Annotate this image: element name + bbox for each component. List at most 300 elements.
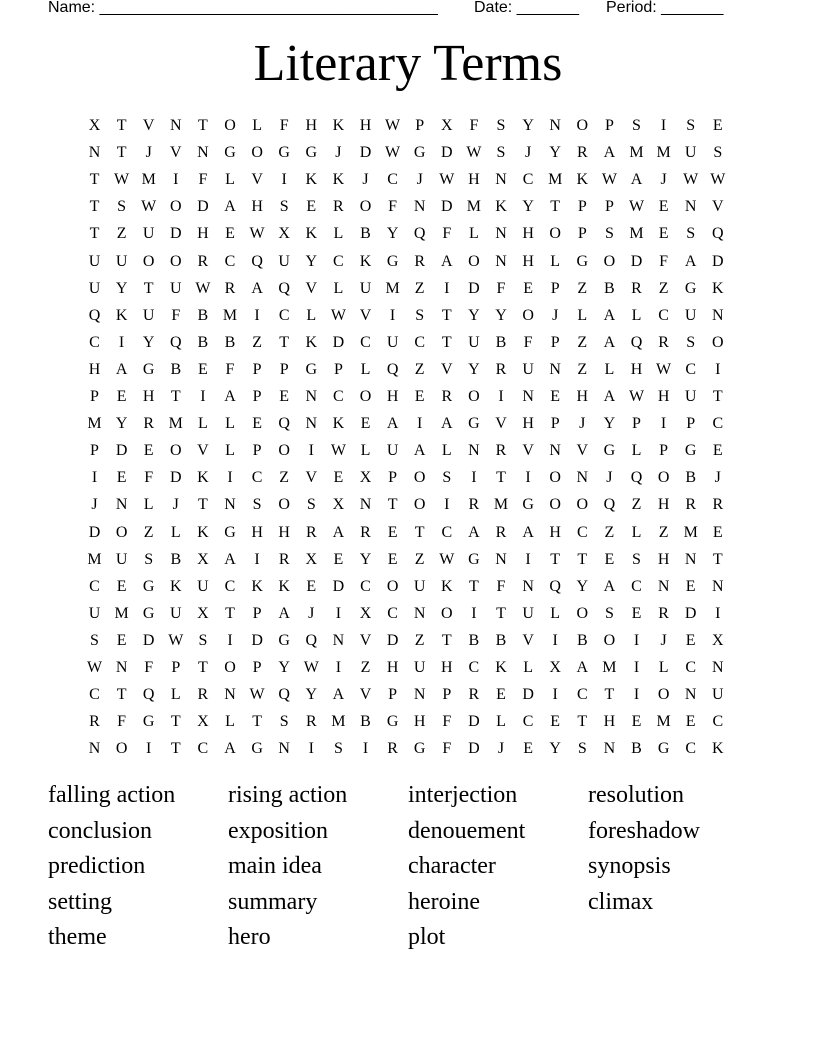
grid-letter[interactable]: Z — [658, 523, 669, 541]
grid-letter[interactable]: W — [710, 171, 726, 189]
grid-letter[interactable]: L — [333, 225, 344, 243]
grid-letter[interactable]: V — [359, 686, 372, 704]
grid-letter[interactable]: N — [332, 631, 345, 649]
grid-letter[interactable]: S — [198, 631, 208, 649]
grid-letter[interactable]: V — [305, 469, 318, 487]
grid-letter[interactable]: N — [359, 496, 372, 514]
grid-letter[interactable]: J — [552, 306, 559, 324]
grid-letter[interactable]: L — [550, 252, 561, 270]
grid-letter[interactable]: Z — [360, 659, 371, 676]
grid-letter[interactable]: A — [386, 415, 399, 433]
date-field-label[interactable]: Date: _______ — [474, 0, 579, 16]
grid-letter[interactable]: U — [88, 604, 101, 622]
grid-letter[interactable]: K — [305, 333, 318, 351]
grid-letter[interactable]: E — [198, 360, 208, 378]
grid-letter[interactable]: L — [252, 117, 262, 134]
grid-letter[interactable]: N — [522, 388, 534, 405]
grid-letter[interactable]: N — [413, 198, 426, 216]
grid-letter[interactable]: T — [89, 171, 100, 189]
grid-letter[interactable]: U — [142, 225, 155, 243]
grid-letter[interactable]: L — [170, 686, 181, 704]
grid-letter[interactable]: S — [632, 550, 641, 568]
grid-letter[interactable]: W — [114, 171, 130, 189]
grid-letter[interactable]: C — [333, 252, 344, 270]
grid-letter[interactable]: J — [335, 144, 342, 162]
grid-letter[interactable]: Z — [116, 225, 127, 243]
grid-letter[interactable]: D — [251, 631, 263, 649]
grid-letter[interactable]: N — [115, 659, 128, 676]
grid-letter[interactable]: J — [714, 469, 721, 487]
grid-letter[interactable]: Y — [386, 225, 399, 243]
grid-letter[interactable]: I — [227, 469, 233, 487]
grid-letter[interactable]: A — [522, 523, 534, 541]
grid-letter[interactable]: A — [576, 659, 589, 676]
grid-letter[interactable]: O — [386, 577, 399, 595]
grid-letter[interactable]: M — [656, 144, 671, 162]
grid-letter[interactable]: O — [468, 252, 480, 270]
grid-letter[interactable]: Z — [577, 333, 588, 351]
grid-letter[interactable]: H — [359, 117, 372, 134]
grid-letter[interactable]: N — [495, 550, 507, 568]
grid-letter[interactable]: W — [439, 171, 455, 189]
grid-letter[interactable]: V — [251, 171, 263, 189]
grid-letter[interactable]: W — [656, 360, 672, 378]
grid-letter[interactable]: R — [685, 496, 697, 514]
grid-letter[interactable]: E — [333, 550, 344, 568]
grid-letter[interactable]: V — [522, 631, 534, 649]
grid-letter[interactable]: Y — [305, 252, 318, 270]
grid-letter[interactable]: U — [170, 604, 182, 622]
grid-letter[interactable]: B — [576, 631, 588, 649]
grid-letter[interactable]: B — [495, 631, 507, 649]
grid-letter[interactable]: H — [88, 360, 101, 378]
grid-letter[interactable]: N — [603, 740, 616, 758]
grid-letter[interactable]: T — [89, 198, 100, 216]
grid-letter[interactable]: G — [657, 740, 670, 758]
grid-letter[interactable]: T — [441, 333, 452, 351]
grid-letter[interactable]: U — [684, 306, 697, 324]
grid-letter[interactable]: O — [576, 117, 589, 134]
grid-letter[interactable]: G — [386, 713, 399, 731]
grid-letter[interactable]: H — [305, 117, 318, 134]
grid-letter[interactable]: A — [332, 523, 345, 541]
grid-letter[interactable]: H — [386, 659, 399, 676]
grid-letter[interactable]: Z — [252, 333, 262, 351]
grid-letter[interactable]: F — [198, 171, 208, 189]
grid-letter[interactable]: D — [170, 225, 182, 243]
grid-letter[interactable]: Y — [549, 144, 561, 162]
grid-letter[interactable]: N — [495, 225, 507, 243]
grid-letter[interactable]: H — [251, 523, 263, 541]
grid-letter[interactable]: P — [659, 442, 669, 460]
grid-letter[interactable]: I — [552, 631, 558, 649]
grid-letter[interactable]: J — [606, 469, 613, 487]
grid-letter[interactable]: L — [225, 713, 235, 731]
grid-letter[interactable]: E — [225, 225, 235, 243]
grid-letter[interactable]: C — [468, 659, 480, 676]
grid-letter[interactable]: O — [712, 333, 724, 351]
grid-letter[interactable]: D — [332, 333, 345, 351]
grid-letter[interactable]: G — [142, 360, 155, 378]
grid-letter[interactable]: U — [522, 360, 534, 378]
grid-letter[interactable]: Y — [549, 740, 561, 758]
grid-letter[interactable]: L — [360, 360, 371, 378]
grid-letter[interactable]: T — [550, 550, 561, 568]
grid-letter[interactable]: W — [330, 442, 346, 460]
grid-letter[interactable]: R — [495, 360, 507, 378]
grid-letter[interactable]: R — [414, 252, 426, 270]
grid-letter[interactable]: P — [388, 686, 398, 704]
grid-letter[interactable]: U — [170, 279, 182, 297]
grid-letter[interactable]: C — [685, 740, 697, 758]
grid-letter[interactable]: N — [413, 686, 426, 704]
grid-letter[interactable]: M — [602, 659, 617, 676]
period-field-label[interactable]: Period: _______ — [606, 0, 724, 16]
grid-letter[interactable]: R — [658, 333, 669, 351]
grid-letter[interactable]: O — [251, 144, 263, 162]
grid-letter[interactable]: E — [523, 740, 533, 758]
grid-letter[interactable]: B — [224, 333, 236, 351]
grid-letter[interactable]: A — [468, 523, 480, 541]
grid-letter[interactable]: N — [413, 604, 426, 622]
grid-letter[interactable]: D — [197, 198, 209, 216]
grid-letter[interactable]: I — [525, 550, 531, 568]
grid-letter[interactable]: M — [87, 550, 102, 568]
grid-letter[interactable]: H — [657, 496, 670, 514]
grid-letter[interactable]: O — [576, 604, 589, 622]
grid-letter[interactable]: N — [576, 469, 589, 487]
grid-letter[interactable]: N — [468, 442, 480, 460]
grid-letter[interactable]: Q — [413, 225, 426, 243]
grid-letter[interactable]: O — [278, 496, 290, 514]
grid-letter[interactable]: L — [469, 225, 479, 243]
grid-letter[interactable]: Y — [522, 198, 534, 216]
grid-letter[interactable]: G — [468, 415, 480, 433]
grid-letter[interactable]: C — [89, 686, 100, 704]
grid-letter[interactable]: K — [197, 523, 209, 541]
grid-letter[interactable]: F — [659, 252, 669, 270]
grid-letter[interactable]: P — [604, 198, 614, 216]
grid-letter[interactable]: I — [471, 469, 477, 487]
grid-letter[interactable]: G — [522, 496, 534, 514]
grid-letter[interactable]: M — [548, 171, 563, 189]
grid-letter[interactable]: W — [249, 225, 265, 243]
grid-letter[interactable]: L — [631, 442, 642, 460]
grid-letter[interactable]: T — [279, 333, 290, 351]
grid-letter[interactable]: I — [308, 442, 314, 460]
grid-letter[interactable]: P — [279, 360, 289, 378]
grid-letter[interactable]: C — [251, 469, 263, 487]
grid-letter[interactable]: V — [197, 442, 209, 460]
grid-letter[interactable]: A — [603, 144, 616, 162]
grid-letter[interactable]: I — [335, 659, 342, 676]
grid-letter[interactable]: T — [414, 523, 425, 541]
grid-letter[interactable]: P — [686, 415, 696, 433]
grid-letter[interactable]: C — [360, 577, 371, 595]
grid-letter[interactable]: Y — [576, 577, 589, 595]
grid-letter[interactable]: F — [469, 117, 479, 134]
grid-letter[interactable]: I — [227, 631, 233, 649]
grid-letter[interactable]: O — [170, 252, 182, 270]
grid-letter[interactable]: E — [143, 442, 154, 460]
grid-letter[interactable]: R — [333, 198, 344, 216]
grid-letter[interactable]: J — [579, 415, 586, 433]
grid-letter[interactable]: G — [142, 713, 155, 731]
grid-letter[interactable]: U — [684, 388, 697, 405]
grid-letter[interactable]: D — [170, 469, 182, 487]
grid-letter[interactable]: G — [251, 740, 263, 758]
grid-letter[interactable]: K — [197, 469, 209, 487]
grid-letter[interactable]: F — [225, 360, 235, 378]
grid-letter[interactable]: Y — [468, 360, 480, 378]
grid-letter[interactable]: I — [335, 604, 342, 622]
grid-letter[interactable]: W — [86, 659, 103, 676]
grid-letter[interactable]: T — [89, 225, 100, 243]
grid-letter[interactable]: K — [332, 117, 345, 134]
grid-letter[interactable]: O — [603, 631, 616, 649]
grid-letter[interactable]: M — [683, 523, 698, 541]
grid-letter[interactable]: U — [522, 604, 534, 622]
grid-letter[interactable]: O — [170, 442, 182, 460]
grid-letter[interactable]: R — [712, 496, 724, 514]
grid-letter[interactable]: X — [305, 550, 318, 568]
grid-letter[interactable]: G — [142, 577, 155, 595]
grid-letter[interactable]: I — [633, 659, 640, 676]
grid-letter[interactable]: H — [576, 388, 589, 405]
grid-letter[interactable]: I — [281, 171, 287, 189]
grid-letter[interactable]: I — [254, 550, 260, 568]
grid-letter[interactable]: Q — [386, 360, 399, 378]
grid-letter[interactable]: C — [333, 388, 344, 405]
grid-letter[interactable]: Y — [468, 306, 480, 324]
grid-letter[interactable]: B — [197, 306, 209, 324]
grid-letter[interactable]: E — [496, 686, 506, 704]
grid-letter[interactable]: L — [143, 496, 154, 514]
grid-letter[interactable]: N — [712, 659, 724, 676]
grid-letter[interactable]: J — [172, 496, 179, 514]
grid-letter[interactable]: W — [249, 686, 265, 704]
grid-letter[interactable]: F — [523, 333, 533, 351]
grid-letter[interactable]: I — [660, 415, 667, 433]
grid-letter[interactable]: H — [522, 252, 534, 270]
grid-letter[interactable]: X — [441, 117, 453, 134]
grid-letter[interactable]: T — [252, 713, 262, 731]
grid-letter[interactable]: U — [413, 577, 426, 595]
grid-letter[interactable]: O — [468, 388, 480, 405]
grid-letter[interactable]: Z — [414, 360, 425, 378]
grid-letter[interactable]: Q — [603, 496, 616, 514]
grid-letter[interactable]: E — [523, 279, 533, 297]
grid-letter[interactable]: G — [305, 144, 318, 162]
grid-letter[interactable]: L — [333, 279, 344, 297]
grid-letter[interactable]: U — [684, 144, 697, 162]
grid-letter[interactable]: U — [712, 686, 724, 704]
grid-letter[interactable]: P — [171, 659, 181, 676]
grid-letter[interactable]: K — [576, 171, 589, 189]
grid-letter[interactable]: Y — [603, 415, 616, 433]
grid-letter[interactable]: E — [658, 225, 669, 243]
grid-letter[interactable]: F — [171, 306, 181, 324]
grid-letter[interactable]: R — [468, 686, 480, 704]
grid-letter[interactable]: U — [88, 252, 101, 270]
grid-letter[interactable]: C — [387, 604, 398, 622]
grid-letter[interactable]: S — [496, 144, 506, 162]
grid-letter[interactable]: L — [360, 442, 371, 460]
grid-letter[interactable]: L — [441, 442, 452, 460]
grid-letter[interactable]: X — [197, 550, 209, 568]
grid-letter[interactable]: C — [576, 686, 588, 704]
grid-letter[interactable]: N — [224, 496, 236, 514]
grid-letter[interactable]: N — [495, 252, 507, 270]
grid-letter[interactable]: M — [87, 415, 102, 433]
grid-letter[interactable]: Q — [630, 333, 643, 351]
grid-letter[interactable]: E — [306, 577, 317, 595]
grid-letter[interactable]: J — [524, 144, 532, 162]
grid-letter[interactable]: B — [468, 631, 480, 649]
grid-letter[interactable]: O — [170, 198, 182, 216]
grid-letter[interactable]: N — [224, 686, 236, 704]
grid-letter[interactable]: A — [224, 388, 236, 405]
grid-letter[interactable]: O — [549, 496, 561, 514]
grid-letter[interactable]: Q — [142, 686, 155, 704]
grid-letter[interactable]: I — [444, 279, 450, 297]
grid-letter[interactable]: T — [441, 631, 452, 649]
grid-letter[interactable]: T — [198, 496, 208, 514]
grid-letter[interactable]: Z — [658, 279, 669, 297]
grid-letter[interactable]: K — [305, 225, 318, 243]
grid-letter[interactable]: G — [603, 442, 616, 460]
grid-letter[interactable]: Z — [414, 631, 425, 649]
grid-letter[interactable]: N — [522, 577, 534, 595]
grid-letter[interactable]: D — [468, 740, 480, 758]
grid-letter[interactable]: H — [197, 225, 209, 243]
grid-letter[interactable]: I — [444, 496, 450, 514]
grid-letter[interactable]: X — [197, 604, 209, 622]
grid-letter[interactable]: H — [657, 388, 670, 405]
grid-letter[interactable]: O — [359, 388, 372, 405]
grid-letter[interactable]: S — [279, 713, 289, 731]
grid-letter[interactable]: I — [200, 388, 206, 405]
grid-letter[interactable]: Z — [577, 279, 588, 297]
grid-letter[interactable]: E — [360, 415, 371, 433]
grid-letter[interactable]: R — [441, 388, 453, 405]
grid-letter[interactable]: L — [631, 306, 642, 324]
grid-letter[interactable]: A — [224, 740, 236, 758]
grid-letter[interactable]: D — [332, 577, 345, 595]
grid-letter[interactable]: A — [251, 279, 263, 297]
grid-letter[interactable]: Q — [278, 415, 290, 433]
grid-letter[interactable]: W — [141, 198, 157, 216]
grid-letter[interactable]: H — [522, 225, 534, 243]
grid-letter[interactable]: O — [413, 496, 426, 514]
grid-letter[interactable]: D — [441, 198, 453, 216]
grid-letter[interactable]: T — [604, 686, 615, 704]
grid-letter[interactable]: L — [631, 523, 642, 541]
grid-letter[interactable]: N — [115, 496, 128, 514]
grid-letter[interactable]: I — [362, 740, 369, 758]
grid-letter[interactable]: S — [117, 198, 127, 216]
grid-letter[interactable]: U — [468, 333, 480, 351]
grid-letter[interactable]: H — [468, 171, 480, 189]
grid-letter[interactable]: K — [332, 171, 345, 189]
grid-letter[interactable]: Y — [359, 550, 372, 568]
grid-letter[interactable]: V — [359, 631, 372, 649]
grid-letter[interactable]: V — [441, 360, 453, 378]
grid-letter[interactable]: C — [685, 659, 697, 676]
grid-letter[interactable]: O — [549, 469, 561, 487]
grid-letter[interactable]: S — [577, 740, 587, 758]
grid-letter[interactable]: A — [224, 198, 236, 216]
grid-letter[interactable]: P — [415, 117, 425, 134]
grid-letter[interactable]: D — [386, 631, 399, 649]
grid-letter[interactable]: E — [116, 388, 127, 405]
grid-letter[interactable]: E — [116, 469, 127, 487]
grid-letter[interactable]: X — [88, 117, 101, 134]
grid-letter[interactable]: N — [712, 577, 724, 595]
grid-letter[interactable]: L — [658, 659, 669, 676]
grid-letter[interactable]: H — [278, 523, 290, 541]
grid-letter[interactable]: T — [116, 144, 127, 162]
grid-letter[interactable]: O — [576, 496, 589, 514]
grid-letter[interactable]: W — [601, 171, 617, 189]
grid-letter[interactable]: W — [466, 144, 482, 162]
grid-letter[interactable]: K — [359, 252, 372, 270]
grid-letter[interactable]: S — [90, 631, 99, 649]
grid-letter[interactable]: G — [278, 144, 290, 162]
grid-letter[interactable]: R — [89, 713, 100, 731]
grid-letter[interactable]: P — [550, 333, 560, 351]
grid-letter[interactable]: O — [115, 523, 128, 541]
grid-letter[interactable]: Z — [577, 360, 588, 378]
grid-letter[interactable]: P — [333, 360, 343, 378]
grid-letter[interactable]: A — [603, 577, 616, 595]
grid-letter[interactable]: L — [523, 659, 533, 676]
grid-letter[interactable]: U — [115, 252, 128, 270]
grid-letter[interactable]: P — [90, 388, 99, 405]
grid-letter[interactable]: N — [495, 171, 507, 189]
grid-letter[interactable]: U — [142, 306, 155, 324]
grid-letter[interactable]: E — [712, 442, 723, 460]
grid-letter[interactable]: W — [195, 279, 211, 297]
grid-letter[interactable]: T — [170, 713, 181, 731]
name-field-label[interactable]: Name: ______________________________________ — [48, 0, 438, 16]
grid-letter[interactable]: J — [145, 144, 152, 162]
grid-letter[interactable]: F — [496, 279, 506, 297]
grid-letter[interactable]: F — [144, 469, 154, 487]
grid-letter[interactable]: A — [603, 333, 616, 351]
grid-letter[interactable]: M — [629, 225, 644, 243]
grid-letter[interactable]: K — [495, 659, 507, 676]
grid-letter[interactable]: G — [224, 144, 236, 162]
grid-letter[interactable]: I — [146, 740, 152, 758]
grid-letter[interactable]: E — [685, 577, 696, 595]
grid-letter[interactable]: G — [413, 144, 426, 162]
grid-letter[interactable]: Z — [631, 496, 642, 514]
grid-letter[interactable]: Z — [604, 523, 615, 541]
grid-letter[interactable]: W — [385, 117, 401, 134]
grid-letter[interactable]: H — [142, 388, 155, 405]
grid-letter[interactable]: A — [603, 388, 616, 405]
grid-letter[interactable]: T — [712, 550, 723, 568]
grid-letter[interactable]: H — [603, 713, 616, 731]
grid-letter[interactable]: R — [305, 523, 317, 541]
grid-letter[interactable]: G — [684, 279, 697, 297]
grid-letter[interactable]: M — [493, 496, 509, 514]
grid-letter[interactable]: N — [197, 144, 209, 162]
grid-letter[interactable]: I — [498, 388, 504, 405]
grid-letter[interactable]: H — [630, 360, 643, 378]
grid-letter[interactable]: C — [712, 415, 724, 433]
